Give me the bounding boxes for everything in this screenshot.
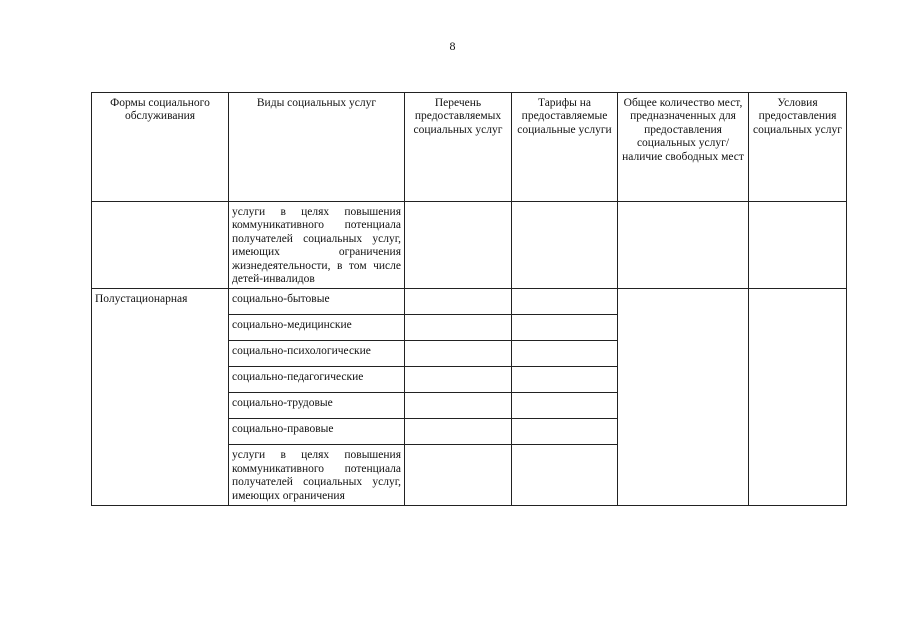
page-number: 8 — [449, 39, 456, 53]
conditions-cell — [749, 202, 847, 289]
services-list-cell — [405, 393, 512, 419]
services-list-cell — [405, 315, 512, 341]
service-type-cell: социально-педагогические — [229, 367, 405, 393]
social-services-table — [91, 92, 847, 506]
services-list-cell — [405, 202, 512, 289]
service-type-cell: услуги в целях повышения коммуникативного потенциала получателей социальных услуг, имеющих ограничения жизнедеятельности, в том числе детей-инвалидов — [229, 202, 405, 289]
conditions-cell — [749, 289, 847, 506]
service-type-cell: социально-трудовые — [229, 393, 405, 419]
header-places-count: Общее количество мест, предназначенных для предоставления социальных услуг/наличие свободных мест — [618, 93, 749, 202]
service-type-cell: социально-бытовые — [229, 289, 405, 315]
table-row — [92, 289, 847, 315]
tariff-cell — [512, 315, 618, 341]
places-cell — [618, 289, 749, 506]
table-row — [92, 202, 847, 289]
header-services-list: Перечень предоставляемых социальных услуг — [405, 93, 512, 202]
tariff-cell — [512, 419, 618, 445]
service-type-cell: социально-психологические — [229, 341, 405, 367]
services-list-cell — [405, 445, 512, 506]
form-cell — [92, 202, 229, 289]
places-cell — [618, 202, 749, 289]
tariff-cell — [512, 289, 618, 315]
header-conditions: Условия предоставления социальных услуг — [749, 93, 847, 202]
tariff-cell — [512, 393, 618, 419]
header-tariffs: Тарифы на предоставляемые социальные услуги — [512, 93, 618, 202]
tariff-cell — [512, 202, 618, 289]
services-list-cell — [405, 367, 512, 393]
service-type-cell: социально-медицинские — [229, 315, 405, 341]
tariff-cell — [512, 445, 618, 506]
tariff-cell — [512, 341, 618, 367]
services-list-cell — [405, 289, 512, 315]
form-cell: Полустационарная — [92, 289, 229, 506]
services-list-cell — [405, 341, 512, 367]
table-header-row — [92, 93, 847, 202]
tariff-cell — [512, 367, 618, 393]
header-service-types: Виды социальных услуг — [229, 93, 405, 202]
service-type-cell: социально-правовые — [229, 419, 405, 445]
service-type-cell: услуги в целях повышения коммуникативного потенциала получателей социальных услуг, имеющих ограничения — [229, 445, 405, 506]
header-forms: Формы социального обслуживания — [92, 93, 229, 202]
services-list-cell — [405, 419, 512, 445]
